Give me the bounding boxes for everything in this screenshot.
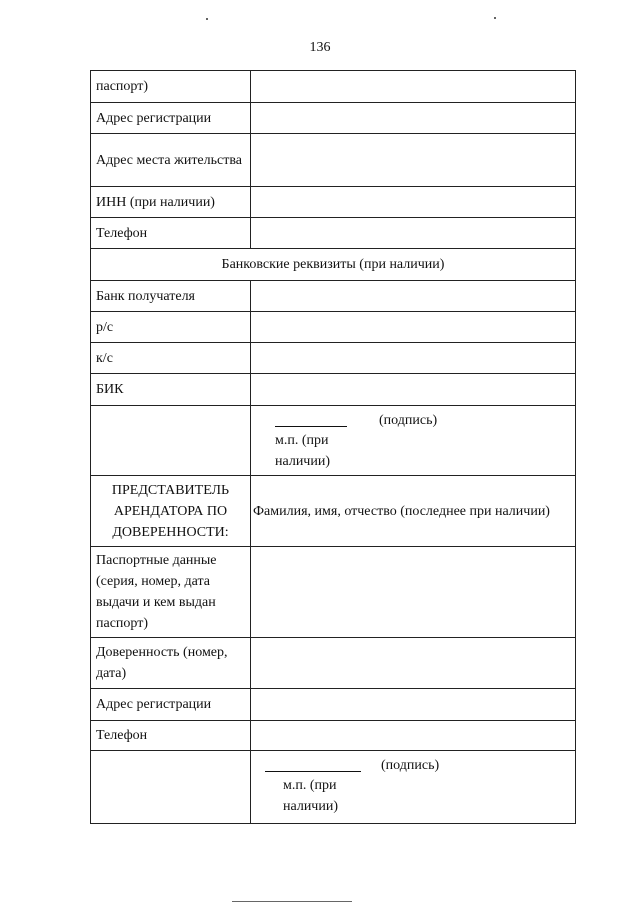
row-label: БИК xyxy=(91,374,251,406)
row-value-field[interactable] xyxy=(251,689,576,721)
signature-cell[interactable] xyxy=(251,406,576,476)
scan-dot-left xyxy=(206,18,208,20)
row-label: Доверенность (номер, дата) xyxy=(91,638,251,689)
requisites-form-table xyxy=(90,70,576,824)
table-row xyxy=(91,721,576,751)
bank-section-header-row xyxy=(91,249,576,281)
table-row xyxy=(91,218,576,249)
row-label: Паспортные данные (серия, номер, дата выдачи и кем выдан паспорт) xyxy=(91,547,251,638)
table-row xyxy=(91,343,576,374)
table-row xyxy=(91,281,576,312)
bank-section-header: Банковские реквизиты (при наличии) xyxy=(91,249,576,281)
representative-name-label: Фамилия, имя, отчество (последнее при наличии) xyxy=(251,476,576,547)
row-label: к/с xyxy=(91,343,251,374)
table-row xyxy=(91,547,576,638)
signature-caption: (подпись) xyxy=(379,413,438,428)
representative-header-row xyxy=(91,476,576,547)
row-label: ИНН (при наличии) xyxy=(91,187,251,218)
signature-cell[interactable] xyxy=(251,751,576,824)
row-value-field[interactable] xyxy=(251,71,576,103)
signature-empty-cell xyxy=(91,751,251,824)
row-value-field[interactable] xyxy=(251,312,576,343)
table-row xyxy=(91,103,576,134)
signature-row xyxy=(91,406,576,476)
row-value-field[interactable] xyxy=(251,103,576,134)
signature-row xyxy=(91,751,576,824)
signature-caption: (подпись) xyxy=(381,758,440,773)
table-row xyxy=(91,187,576,218)
table-row xyxy=(91,134,576,187)
row-label: р/с xyxy=(91,312,251,343)
row-label: Адрес регистрации xyxy=(91,689,251,721)
seal-note: м.п. (при наличии) xyxy=(275,433,330,469)
page-number: 136 xyxy=(309,40,331,55)
signature-line xyxy=(265,771,361,772)
row-value-field[interactable] xyxy=(251,721,576,751)
row-label: Телефон xyxy=(91,218,251,249)
table-row xyxy=(91,638,576,689)
row-value-field[interactable] xyxy=(251,547,576,638)
row-value-field[interactable] xyxy=(251,374,576,406)
row-value-field[interactable] xyxy=(251,281,576,312)
signature-line xyxy=(275,426,347,427)
row-label: Адрес места жительства xyxy=(91,134,251,187)
row-value-field[interactable] xyxy=(251,638,576,689)
representative-heading: ПРЕДСТАВИТЕЛЬ АРЕНДАТОРА ПО ДОВЕРЕННОСТИ: xyxy=(91,476,251,547)
row-label: паспорт) xyxy=(91,71,251,103)
row-value-field[interactable] xyxy=(251,134,576,187)
scan-dot-right xyxy=(494,17,496,19)
row-value-field[interactable] xyxy=(251,218,576,249)
table-row xyxy=(91,312,576,343)
row-label: Адрес регистрации xyxy=(91,103,251,134)
row-label: Телефон xyxy=(91,721,251,751)
table-row xyxy=(91,689,576,721)
table-row xyxy=(91,374,576,406)
seal-note: м.п. (при наличии) xyxy=(283,778,338,814)
row-label: Банк получателя xyxy=(91,281,251,312)
row-value-field[interactable] xyxy=(251,343,576,374)
row-value-field[interactable] xyxy=(251,187,576,218)
signature-empty-cell xyxy=(91,406,251,476)
table-row xyxy=(91,71,576,103)
page-bottom-edge-mark xyxy=(232,901,352,902)
